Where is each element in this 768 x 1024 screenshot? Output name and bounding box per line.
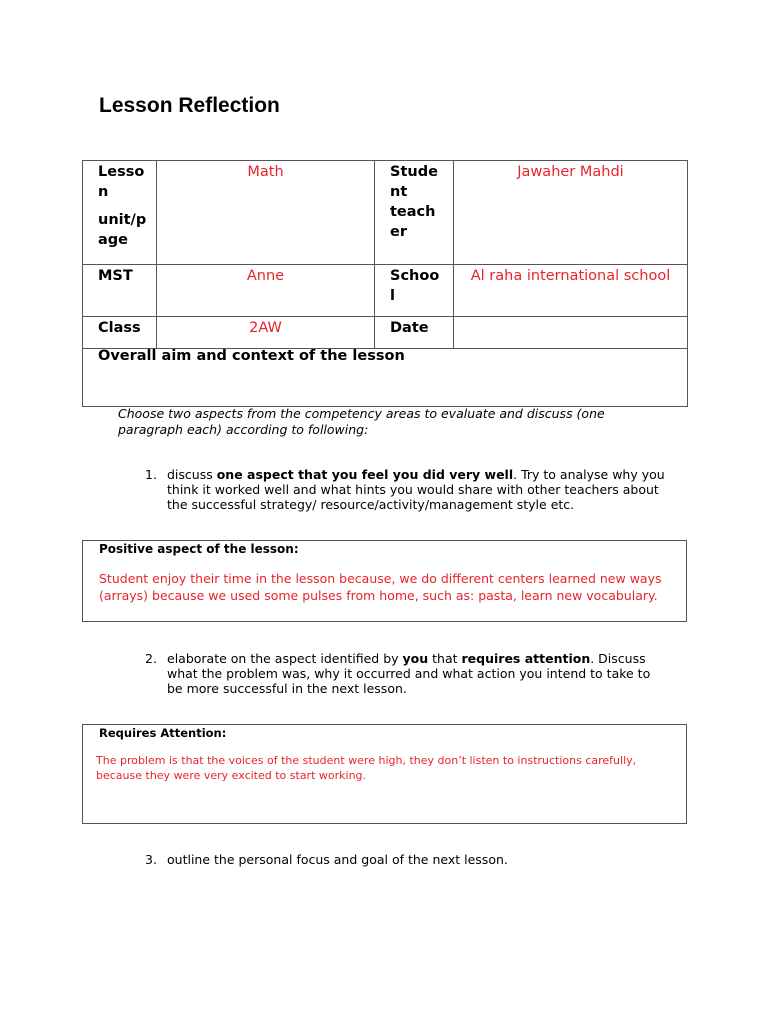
overall-aim-label: Overall aim and context of the lesson — [98, 348, 405, 364]
instruction-item-3 — [145, 852, 665, 867]
instruction-item-1 — [145, 467, 665, 512]
school-value[interactable]: Al raha international school — [454, 265, 688, 317]
instruction-item-2 — [145, 651, 665, 696]
overall-aim-cell[interactable] — [83, 349, 688, 407]
requires-attention-box[interactable] — [82, 724, 687, 824]
requires-attention-label: Requires Attention: — [99, 726, 227, 740]
item-text: . Discuss what the problem was, why it occurred and what action you intend to take to be more successful in the next lesson. — [167, 651, 651, 696]
item-emphasis: requires attention — [461, 651, 591, 666]
item-number: 1. — [145, 467, 157, 482]
class-label: Class — [83, 317, 157, 349]
school-label: Schoo l — [375, 265, 454, 317]
item-number: 3. — [145, 852, 157, 867]
student-teacher-value[interactable]: Jawaher Mahdi — [454, 161, 688, 265]
instructions-intro: Choose two aspects from the competency areas to evaluate and discuss (one paragraph each) according to following: — [118, 406, 605, 437]
positive-aspect-label: Positive aspect of the lesson: — [99, 542, 299, 556]
item-emphasis: one aspect that you feel you did very well — [216, 467, 514, 482]
lesson-unit-label — [83, 161, 157, 265]
mst-value[interactable]: Anne — [157, 265, 375, 317]
item-text: elaborate on the aspect identified by — [167, 651, 403, 666]
page-title: Lesson Reflection — [99, 94, 280, 117]
mst-label: MST — [83, 265, 157, 317]
item-text: outline the personal focus and goal of the next lesson. — [167, 852, 508, 867]
item-text: that — [428, 651, 462, 666]
item-text: . Try to analyse why you think it worked well and what hints you would share with other teachers about the successful strategy/ resource/activity/management style etc. — [167, 467, 665, 512]
date-value[interactable] — [454, 317, 688, 349]
unit-page-label: unit/p age — [98, 212, 147, 248]
date-label: Date — [375, 317, 454, 349]
class-value[interactable]: 2AW — [157, 317, 375, 349]
positive-aspect-box[interactable] — [82, 540, 687, 622]
lesson-value[interactable]: Math — [157, 161, 375, 265]
item-text: discuss — [167, 467, 217, 482]
item-number: 2. — [145, 651, 157, 666]
positive-aspect-text: Student enjoy their time in the lesson because, we do different centers learned new ways (arrays) because we used some pulses from home, such as: pasta, learn new vocabulary. — [99, 571, 662, 603]
lesson-label: Lesso n — [98, 164, 145, 200]
student-teacher-label: Stude nt teach er — [375, 161, 454, 265]
lesson-info-table — [82, 160, 688, 407]
requires-attention-text: The problem is that the voices of the student were high, they don’t listen to instructions carefully, because they were very excited to start working. — [96, 754, 637, 782]
item-emphasis: you — [402, 651, 429, 666]
